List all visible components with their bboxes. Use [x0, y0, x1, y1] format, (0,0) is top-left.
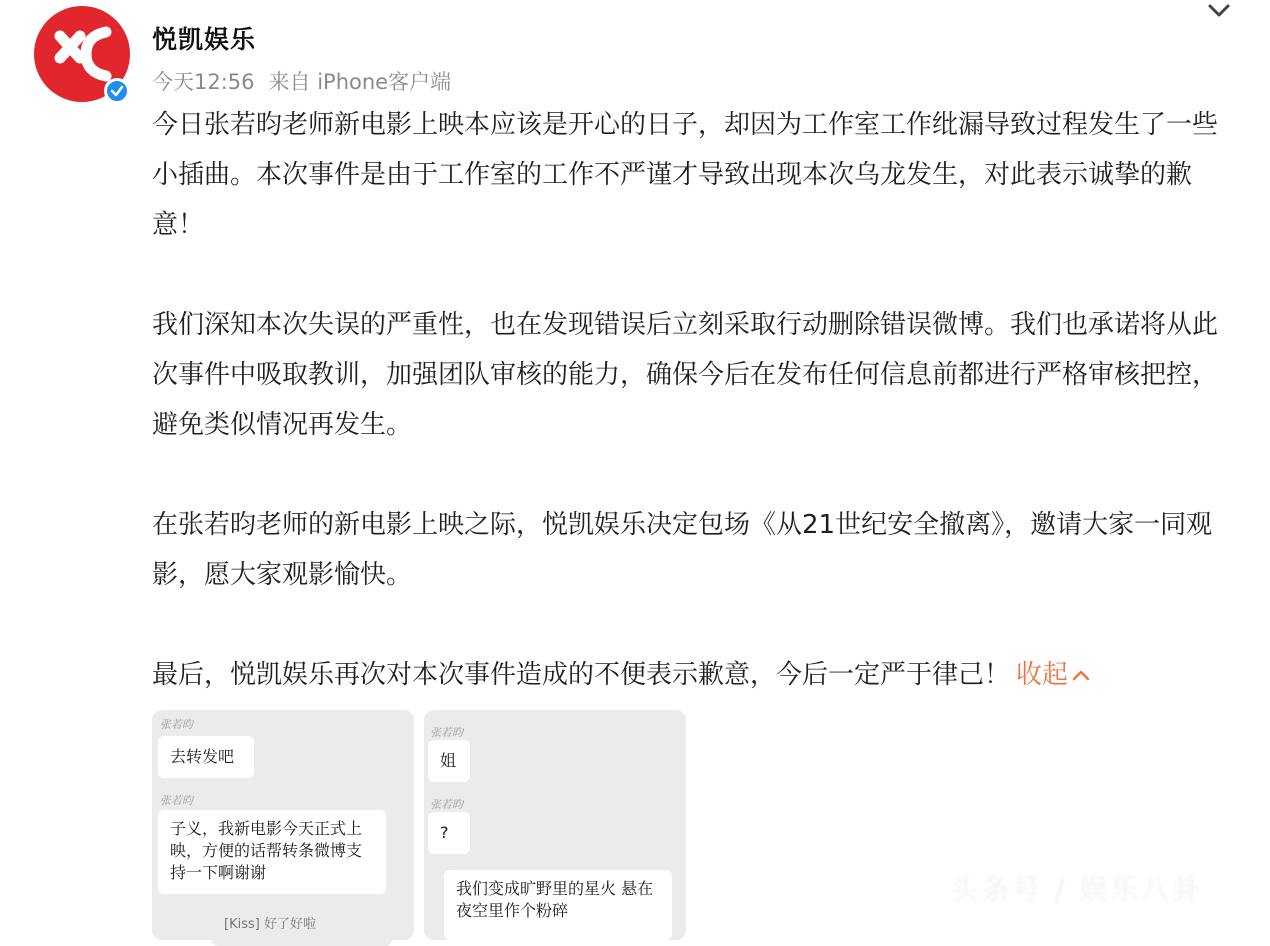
- collapse-button[interactable]: [1016, 660, 1090, 690]
- chat-bubble: 姐: [428, 740, 470, 782]
- post-image-1[interactable]: [152, 710, 414, 940]
- chat-sender-name: 张若昀: [160, 718, 193, 731]
- verified-icon: [104, 78, 130, 104]
- chat-sender-name: 张若昀: [430, 798, 463, 811]
- post-paragraph: 我们深知本次失误的严重性，也在发现错误后立刻采取行动删除错误微博。我们也承诺将从此次事件中吸取教训，加强团队审核的能力，确保今后在发布任何信息前都进行严格审核把控，避免类似情况再发生。: [152, 310, 1219, 440]
- post-image-2[interactable]: [424, 710, 686, 940]
- chevron-up-icon: [1072, 669, 1090, 681]
- post-body: [152, 100, 1232, 700]
- collapse-label: 收起: [1016, 660, 1069, 690]
- post-paragraph-last: [152, 650, 1232, 700]
- post-time[interactable]: 今天12:56: [152, 70, 255, 94]
- chat-bubble: [Kiss] 好了好啦: [212, 906, 392, 946]
- post-paragraph-text: 最后，悦凯娱乐再次对本次事件造成的不便表示歉意，今后一定严于律己！: [152, 660, 1011, 690]
- chat-sender-name: 张若昀: [430, 726, 463, 739]
- chevron-down-icon[interactable]: [1206, 2, 1232, 20]
- post-paragraph: 在张若昀老师的新电影上映之际，悦凯娱乐决定包场《从21世纪安全撤离》，邀请大家一同观影，愿大家观影愉快。: [152, 510, 1213, 590]
- post-source: 来自 iPhone客户端: [268, 70, 452, 94]
- chat-bubble: 我们变成旷野里的星火 悬在夜空里作个粉碎: [444, 870, 672, 940]
- account-name[interactable]: 悦凯娱乐: [152, 25, 257, 54]
- chat-bubble: 去转发吧: [158, 736, 254, 778]
- chat-sender-name: 张若昀: [160, 794, 193, 807]
- watermark: 头条号 / 娱乐八卦: [950, 873, 1204, 906]
- post-paragraph: 今日张若昀老师新电影上映本应该是开心的日子，却因为工作室工作纰漏导致过程发生了一些小插曲。本次事件是由于工作室的工作不严谨才导致出现本次乌龙发生，对此表示诚挚的歉意！: [152, 110, 1219, 240]
- chat-bubble: ?: [428, 812, 470, 854]
- post-meta: [152, 66, 451, 96]
- chat-bubble: 子义，我新电影今天正式上映，方便的话帮转条微博支持一下啊谢谢: [158, 810, 386, 894]
